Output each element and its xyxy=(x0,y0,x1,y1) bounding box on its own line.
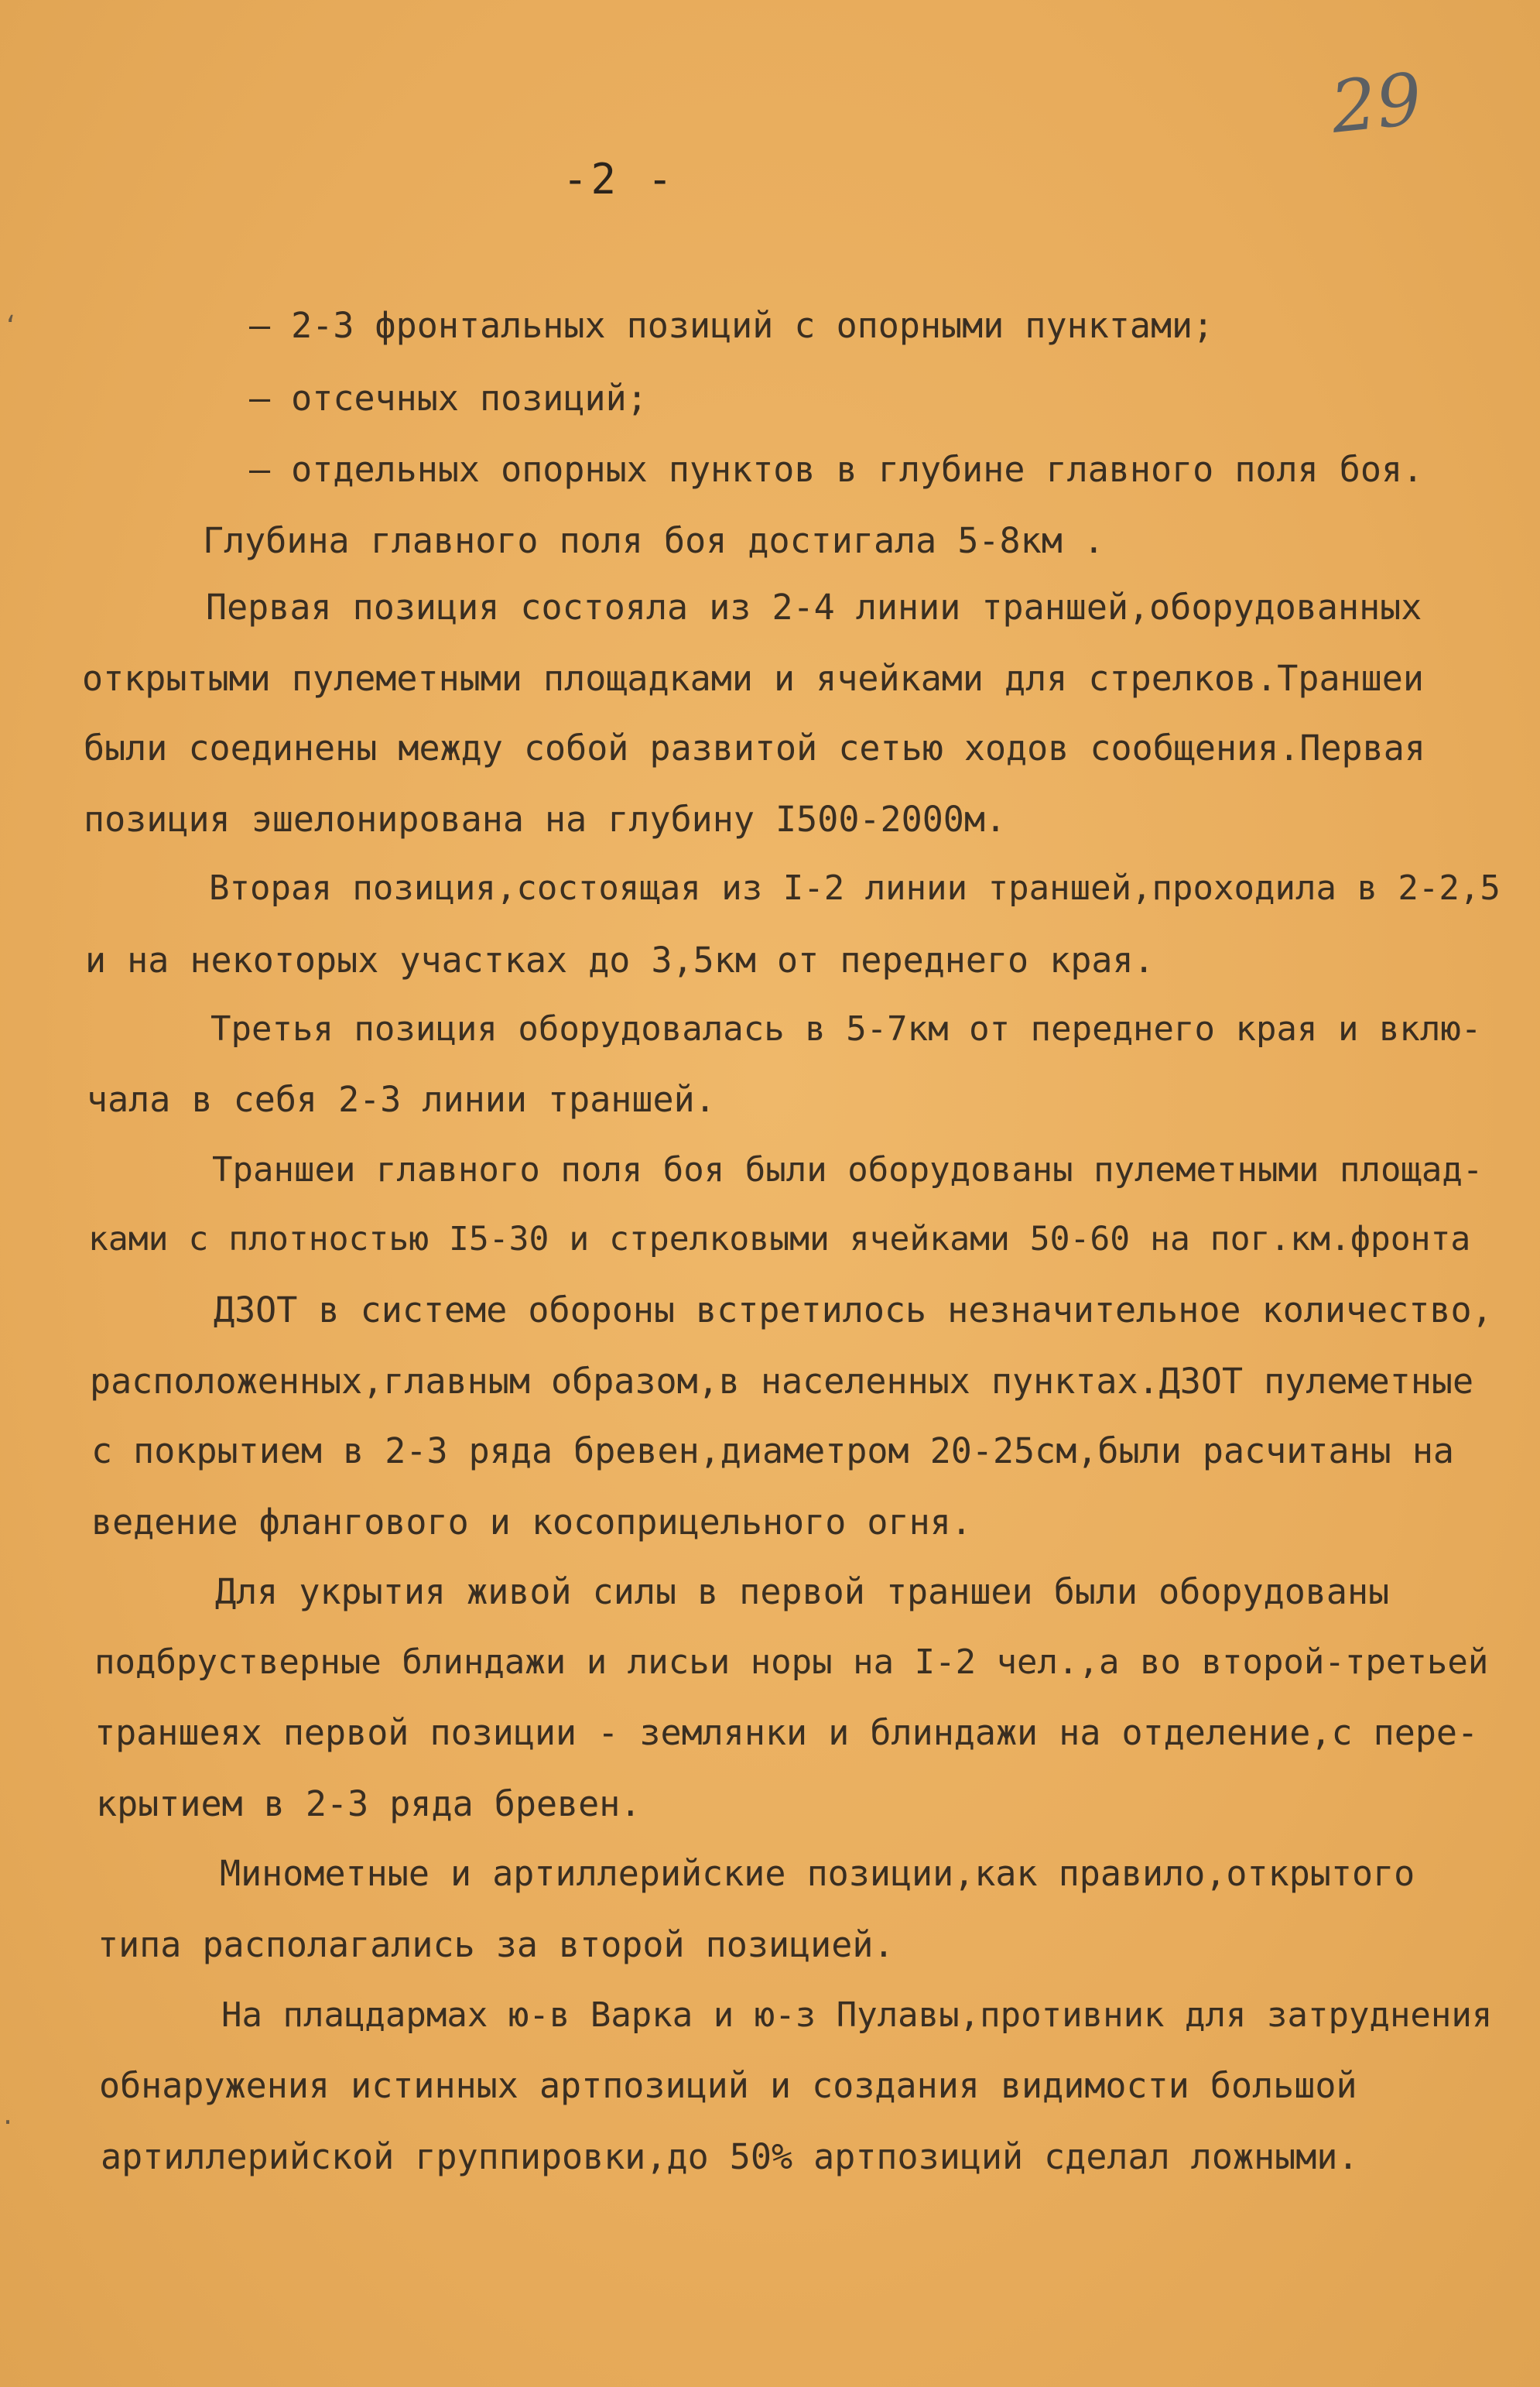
text-line: – отсечных позиций; xyxy=(249,378,648,419)
page-number: -2 - xyxy=(562,155,676,204)
text-line: обнаружения истинных артпозиций и создания видимости большой xyxy=(99,2065,1357,2106)
text-line: Первая позиция состояла из 2-4 линии траншей,оборудованных xyxy=(206,587,1422,628)
text-line: ками с плотностью I5-30 и стрелковыми ячейками 50-60 на пог.км.фронта xyxy=(88,1220,1471,1259)
text-line: с покрытием в 2-3 ряда бревен,диаметром 20-25см,были расчитаны на xyxy=(91,1430,1454,1471)
text-line: артиллерийской группировки,до 50% артпозиций сделал ложными. xyxy=(101,2136,1359,2177)
text-line: траншеях первой позиции - землянки и блиндажи на отделение,с пере- xyxy=(94,1712,1479,1753)
text-line: Глубина главного поля боя достигала 5-8км . xyxy=(203,520,1104,561)
text-line: позиция эшелонирована на глубину I500-2000м. xyxy=(84,799,1007,840)
handwritten-folio: 29 xyxy=(1326,57,1426,149)
text-line: На плацдармах ю-в Варка и ю-з Пулавы,противник для затруднения xyxy=(221,1995,1493,2035)
text-line: Минометные и артиллерийские позиции,как правило,открытого xyxy=(220,1853,1415,1894)
text-line: подбрустверные блиндажи и лисьи норы на I-2 чел.,а во второй-третьей xyxy=(94,1642,1489,1682)
text-line: крытием в 2-3 ряда бревен. xyxy=(96,1783,642,1824)
margin-mark: · xyxy=(3,2105,13,2139)
text-line: расположенных,главным образом,в населенных пунктах.ДЗОТ пулеметные xyxy=(90,1361,1474,1402)
text-line: Траншеи главного поля боя были оборудованы пулеметными площад- xyxy=(212,1150,1484,1190)
text-line: ведение флангового и косоприцельного огня. xyxy=(91,1502,972,1543)
text-line: и на некоторых участках до 3,5км от переднего края. xyxy=(85,940,1155,981)
text-line: – отдельных опорных пунктов в глубине главного поля боя. xyxy=(249,449,1424,490)
text-line: – 2-3 фронтальных позиций с опорными пунктами; xyxy=(249,305,1214,346)
text-line: типа располагались за второй позицией. xyxy=(98,1924,895,1965)
text-line: чала в себя 2-3 линии траншей. xyxy=(87,1079,716,1120)
text-line: открытыми пулеметными площадками и ячейками для стрелков.Траншеи xyxy=(82,658,1424,699)
margin-mark: ‘ xyxy=(6,310,16,344)
text-line: Для укрытия живой силы в первой траншеи были оборудованы xyxy=(215,1571,1390,1612)
text-line: были соединены между собой развитой сетью ходов сообщения.Первая xyxy=(84,728,1425,769)
text-line: Третья позиция оборудовалась в 5-7км от переднего края и вклю- xyxy=(210,1009,1482,1049)
text-line: Вторая позиция,состоящая из I-2 линии траншей,проходила в 2-2,5 xyxy=(209,868,1501,908)
text-line: ДЗОТ в системе обороны встретилось незначительное количество, xyxy=(214,1289,1493,1330)
